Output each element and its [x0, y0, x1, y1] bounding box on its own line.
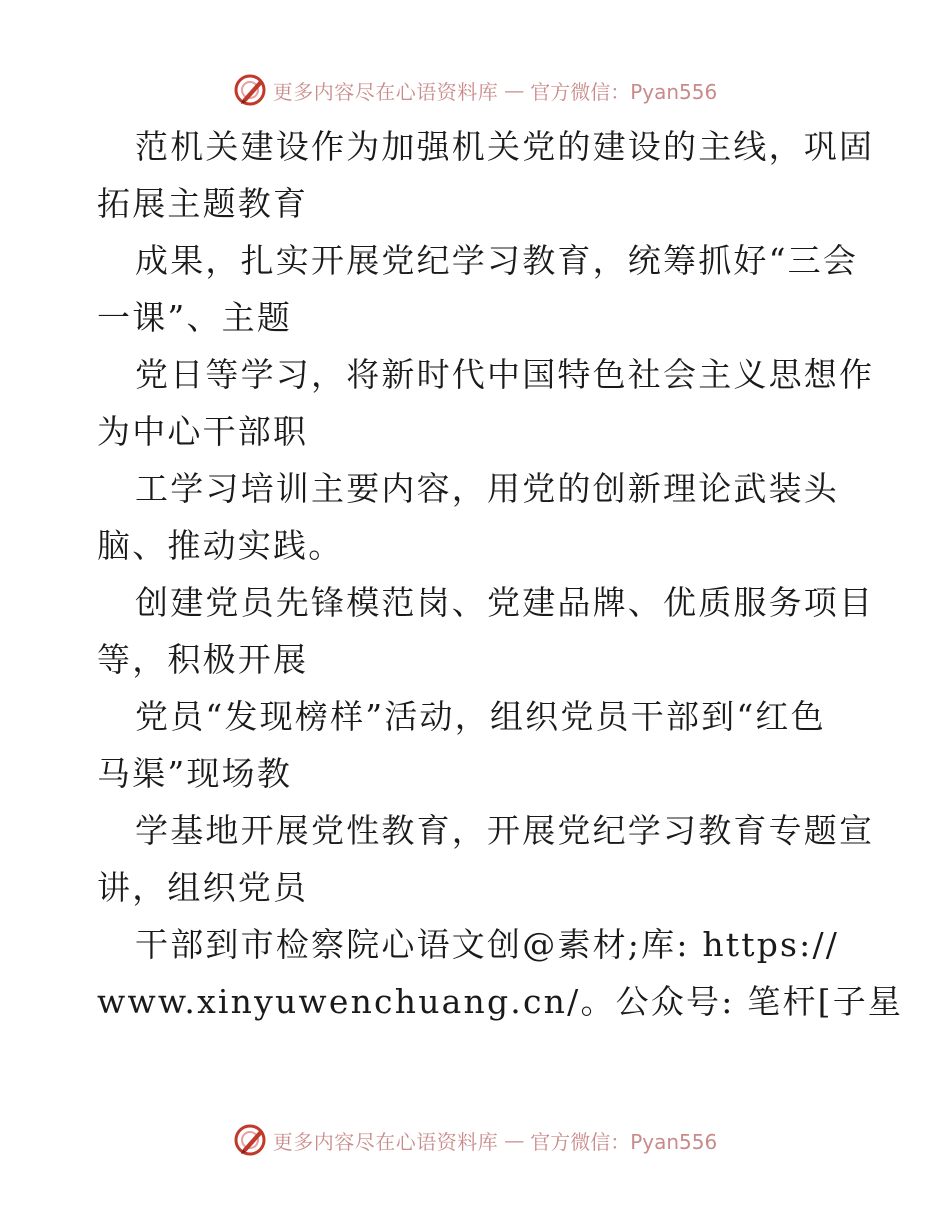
text-line: 创建党员先锋模范岗、党建品牌、优质服务项目 [135, 583, 875, 622]
body-text [97, 118, 904, 1030]
text-line: 讲，组织党员 [97, 868, 309, 907]
text-line: 为中心干部职 [97, 412, 309, 451]
paragraph [97, 118, 904, 1030]
text-line: www.xinyuwenchuang.cn/。公众号: 笔杆[子星 [97, 982, 904, 1021]
header-banner [0, 70, 950, 110]
text-line: 范机关建设作为加强机关党的建设的主线，巩固 [135, 127, 875, 166]
banner-contact-text: 官方微信：Pyan556 [530, 1129, 718, 1154]
pen-logo-icon [233, 1123, 267, 1157]
banner-main-text: 更多内容尽在心语资料库 [272, 1129, 499, 1154]
text-line: 一课”、主题 [97, 298, 293, 337]
banner-separator: — [504, 78, 525, 102]
text-line: 党日等学习，将新时代中国特色社会主义思想作 [135, 355, 875, 394]
pen-logo-icon [233, 73, 267, 107]
text-line: 学基地开展党性教育，开展党纪学习教育专题宣 [135, 811, 875, 850]
banner-contact-text: 官方微信：Pyan556 [530, 79, 718, 104]
text-line: 党员“发现榜样”活动，组织党员干部到“红色 [135, 697, 826, 736]
text-line: 成果，扎实开展党纪学习教育，统筹抓好“三会 [135, 241, 859, 280]
text-line: 工学习培训主要内容，用党的创新理论武装头 [135, 469, 839, 508]
banner-separator: — [504, 1128, 525, 1152]
text-line: 马渠”现场教 [97, 754, 293, 793]
footer-banner [0, 1120, 950, 1160]
text-line: 等，积极开展 [97, 640, 309, 679]
text-line: 脑、推动实践。 [97, 526, 344, 565]
text-line: 干部到市检察院心语文创@素材;库: https:// [135, 925, 840, 964]
text-line: 拓展主题教育 [97, 184, 309, 223]
banner-main-text: 更多内容尽在心语资料库 [272, 79, 499, 104]
